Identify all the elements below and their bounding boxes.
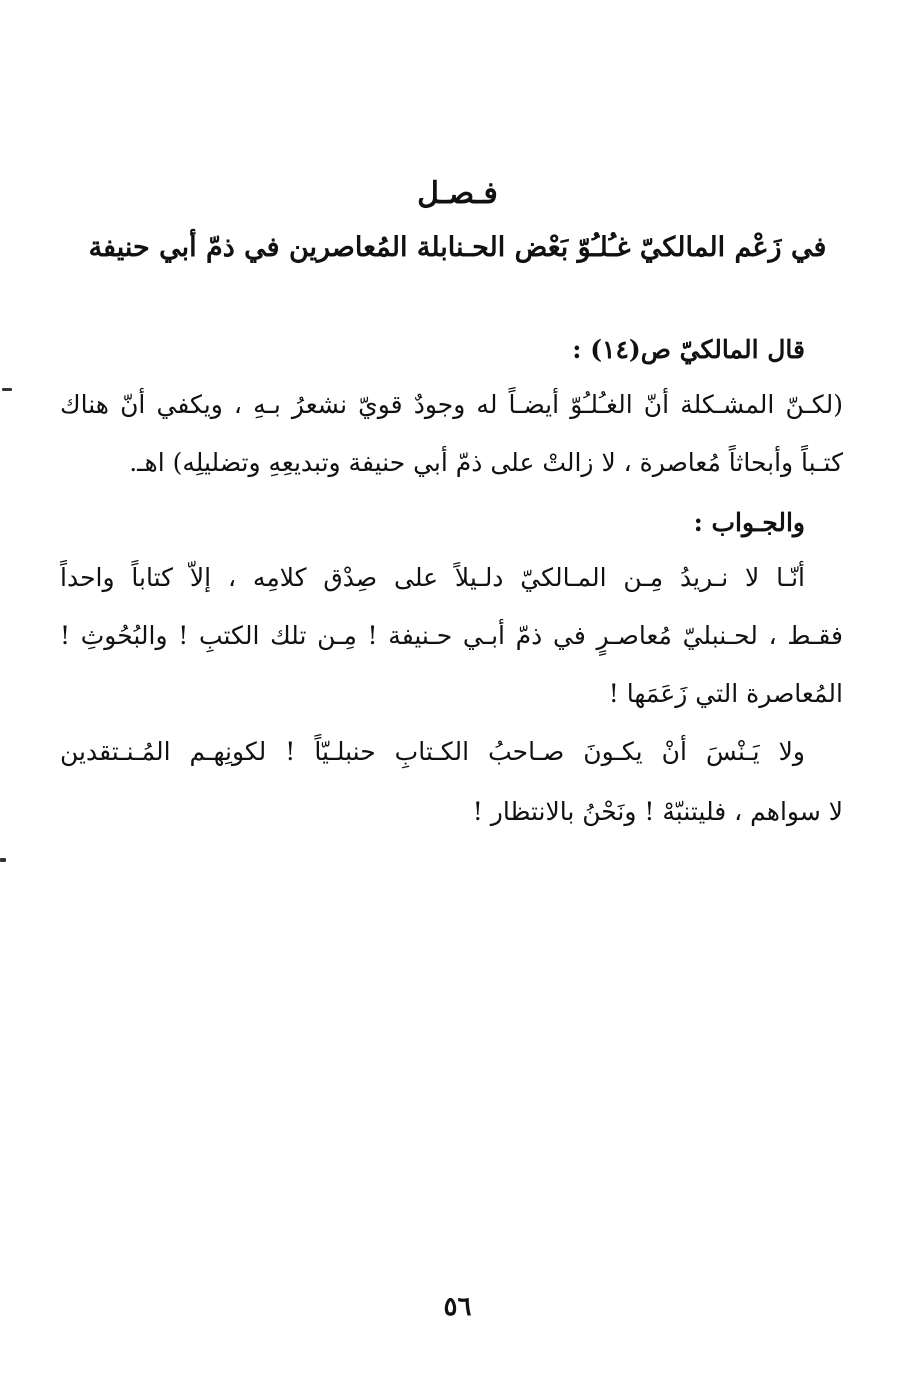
answer-heading-line: والجـواب : [693, 508, 805, 537]
scan-speck [2, 388, 12, 391]
body-line: (لكـنّ المشـكلة أنّ الغـُلـُوّ أيضـاً له وجودٌ قويّ نشعرُ بـهِ ، ويكفي أنّ هناك [60, 390, 843, 419]
page-number: ٥٦ [443, 1292, 472, 1322]
quote-intro-line: قال المالكيّ ص(١٤) : [572, 335, 805, 364]
body-line: أنّـا لا نـريدُ مِـن المـالكيّ دلـيلاً على صِدْق كلامِه ، إلاّ كتاباً واحداً [60, 563, 805, 592]
scan-speck [0, 858, 6, 862]
body-line: المُعاصرة التي زَعَمَها ! [608, 679, 843, 708]
body-line: لا سواهم ، فليتنبّهْ ! ونَحْنُ بالانتظار ! [472, 797, 843, 826]
body-line: ولا يَـنْسَ أنْ يكـونَ صـاحبُ الكـتابِ حنبلـيّاً ! لكونِهـم المُـنـتقدين [60, 737, 805, 766]
body-line: فقـط ، لحـنبليّ مُعاصـرٍ في ذمّ أبـي حـنيفة ! مِـن تلك الكتبِ ! والبُحُوثِ ! [60, 621, 843, 650]
section-title: فـصـل [417, 176, 498, 211]
body-line: كتـباً وأبحاثاً مُعاصرة ، لا زالتْ على ذمّ أبي حنيفة وتبديعِهِ وتضليلِه) اهـ. [129, 448, 843, 477]
chapter-subtitle: في زَعْم المالكيّ غـُلـُوّ بَعْض الحـنابلة المُعاصرين في ذمّ أبي حنيفة [88, 232, 827, 263]
